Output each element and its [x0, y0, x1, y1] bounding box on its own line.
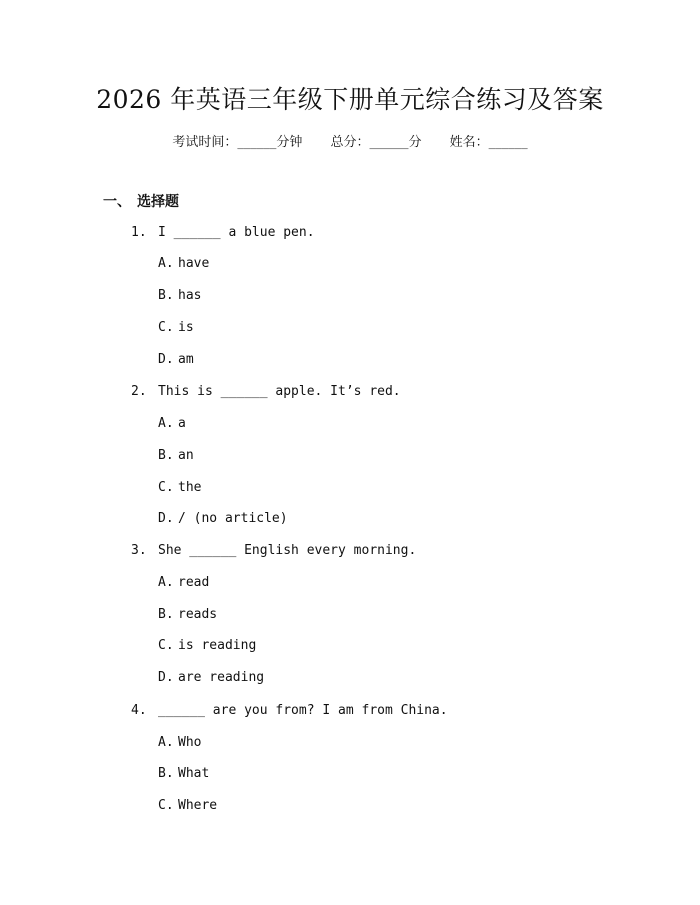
option-letter: B. [158, 766, 174, 781]
option-2c [158, 480, 201, 495]
option-2d [158, 511, 288, 526]
option-text: am [178, 352, 194, 367]
option-1d [158, 352, 194, 367]
option-3a [158, 575, 209, 590]
option-text: Who [178, 735, 202, 750]
option-text: is reading [178, 638, 257, 653]
question-text: This is ______ apple. It’s red. [158, 384, 401, 399]
question-text: I ______ a blue pen. [158, 225, 315, 240]
student-name-label: 姓名： [449, 135, 489, 150]
option-2a [158, 416, 186, 431]
question-number: 3. [131, 543, 147, 558]
option-letter: A. [158, 416, 174, 431]
exam-time-blank: ______ [237, 135, 277, 150]
question-2 [131, 384, 401, 399]
exam-time [172, 131, 302, 150]
option-letter: D. [158, 511, 174, 526]
option-text: / (no article) [178, 511, 288, 526]
option-text: What [178, 766, 210, 781]
option-text: are reading [178, 670, 265, 685]
student-name [450, 131, 528, 150]
total-score [330, 131, 421, 150]
option-3c [158, 638, 256, 653]
section-heading [103, 191, 179, 211]
option-letter: A. [158, 256, 174, 271]
option-1b [158, 288, 201, 303]
option-3d [158, 670, 264, 685]
option-letter: D. [158, 670, 174, 685]
question-1 [131, 225, 315, 240]
option-3b [158, 607, 217, 622]
option-letter: C. [158, 480, 174, 495]
question-3 [131, 543, 416, 558]
total-score-label: 总分： [330, 135, 370, 150]
option-letter: C. [158, 798, 174, 813]
option-text: reads [178, 607, 218, 622]
option-letter: C. [158, 320, 174, 335]
question-number: 1. [131, 225, 147, 240]
option-2b [158, 448, 194, 463]
option-letter: B. [158, 448, 174, 463]
page-title: 2026 年英语三年级下册单元综合练习及答案 [96, 85, 604, 114]
option-letter: C. [158, 638, 174, 653]
option-letter: B. [158, 288, 174, 303]
option-text: have [178, 256, 210, 271]
option-letter: A. [158, 575, 174, 590]
option-text: is [178, 320, 194, 335]
option-1a [158, 256, 209, 271]
option-4a [158, 735, 201, 750]
question-text: ______ are you from? I am from China. [158, 703, 448, 718]
option-4b [158, 766, 209, 781]
total-score-unit: 分 [408, 135, 422, 150]
option-1c [158, 320, 194, 335]
option-text: read [178, 575, 210, 590]
section-title: 选择题 [137, 194, 179, 210]
exam-time-unit: 分钟 [276, 135, 303, 150]
exam-meta [0, 131, 700, 150]
question-4 [131, 703, 448, 718]
option-text: the [178, 480, 202, 495]
student-name-blank: ______ [488, 135, 528, 150]
question-number: 2. [131, 384, 147, 399]
question-number: 4. [131, 703, 147, 718]
exam-time-label: 考试时间： [172, 135, 238, 150]
option-4c [158, 798, 217, 813]
option-text: Where [178, 798, 218, 813]
option-letter: B. [158, 607, 174, 622]
section-number: 一、 [103, 194, 131, 210]
option-text: an [178, 448, 194, 463]
option-text: a [178, 416, 186, 431]
question-text: She ______ English every morning. [158, 543, 417, 558]
option-letter: D. [158, 352, 174, 367]
option-text: has [178, 288, 202, 303]
total-score-blank: ______ [369, 135, 409, 150]
option-letter: A. [158, 735, 174, 750]
